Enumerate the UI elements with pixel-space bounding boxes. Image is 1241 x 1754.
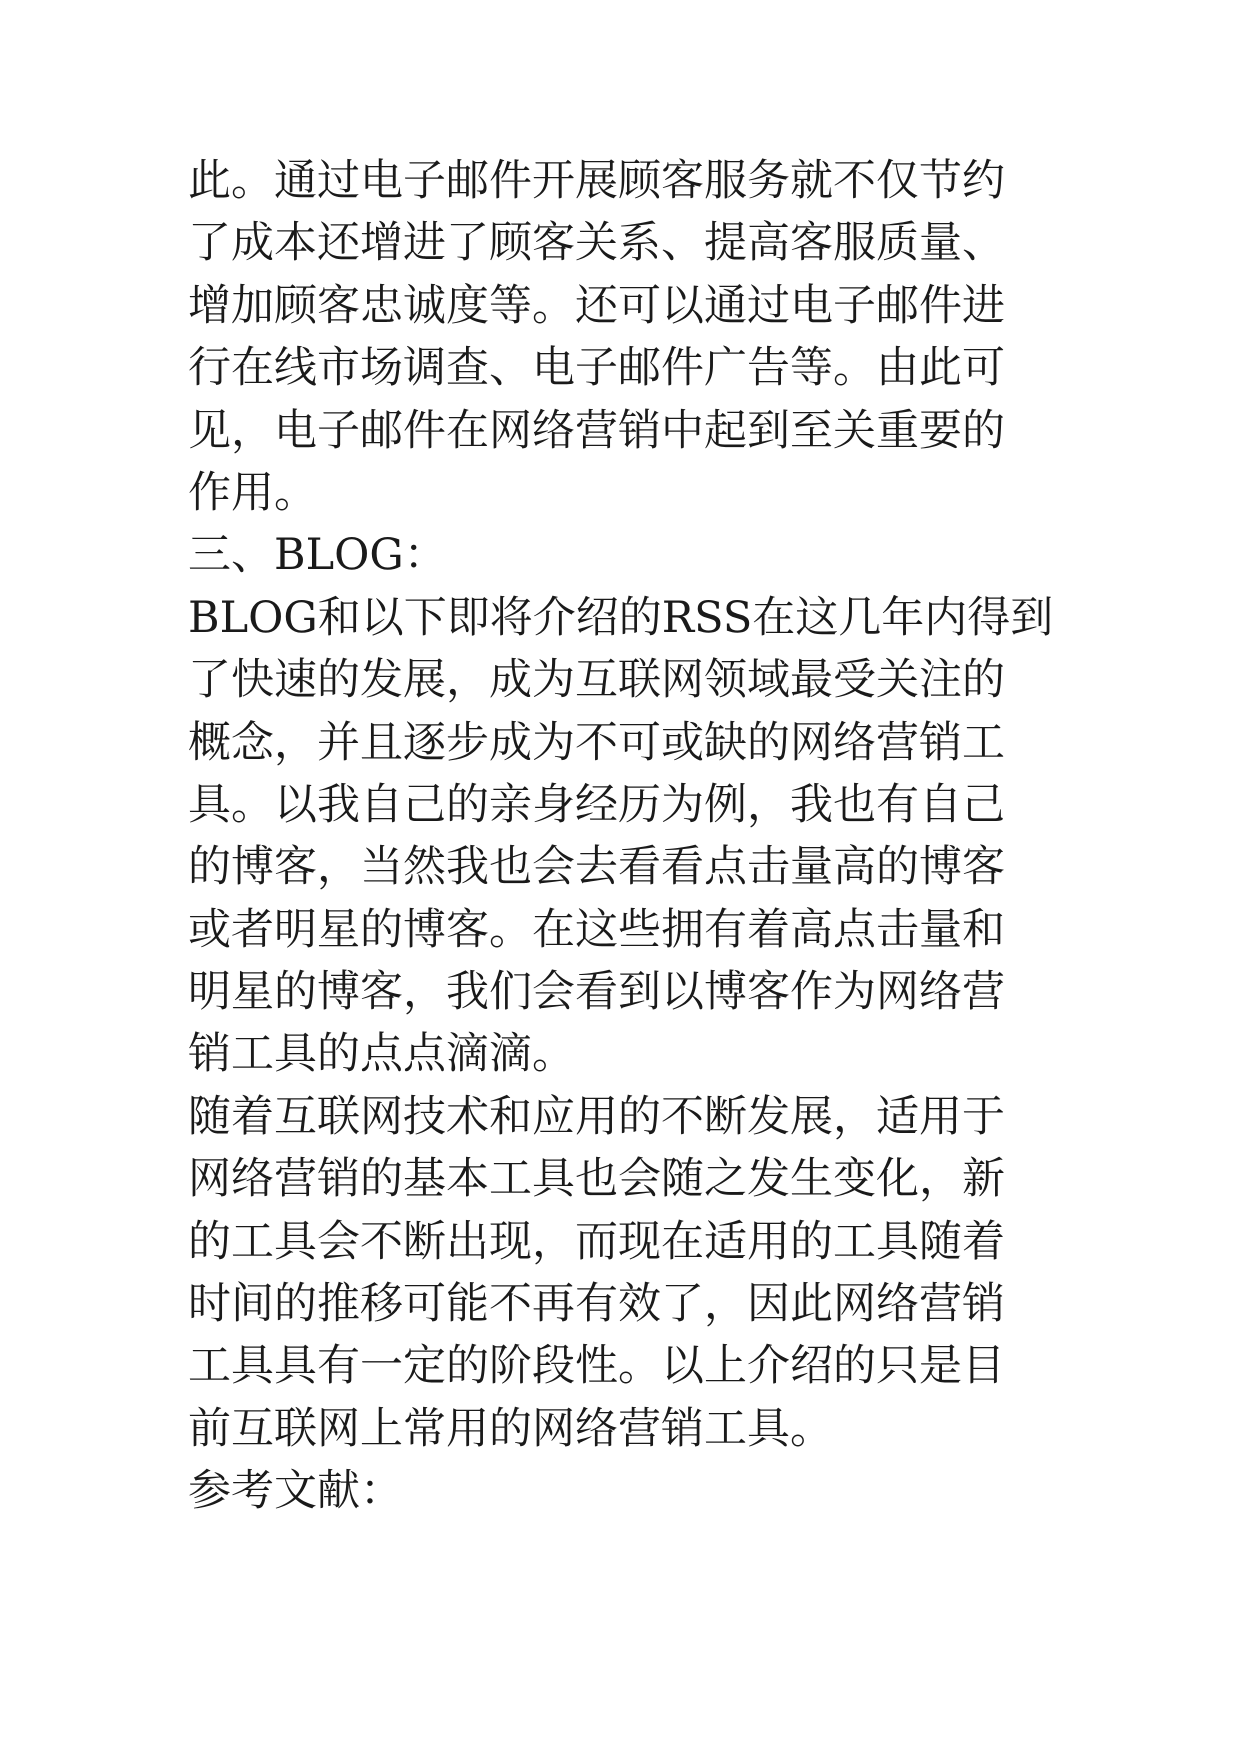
text-line: 行在线市场调查、电子邮件广告等。由此可 bbox=[188, 343, 1005, 394]
text-line: 了成本还增进了顾客关系、提高客服质量、 bbox=[188, 218, 1005, 269]
text-line: 随着互联网技术和应用的不断发展，适用于 bbox=[188, 1091, 1005, 1142]
document-page bbox=[188, 150, 1088, 1523]
references-heading: 参考文献： bbox=[188, 1466, 403, 1517]
text-line: BLOG和以下即将介绍的RSS在这几年内得到 bbox=[188, 592, 1054, 643]
text-line: 前互联网上常用的网络营销工具。 bbox=[188, 1403, 833, 1454]
text-line: 具。以我自己的亲身经历为例，我也有自己 bbox=[188, 779, 1005, 830]
text-line: 此。通过电子邮件开展顾客服务就不仅节约 bbox=[188, 156, 1005, 206]
text-line: 明星的博客，我们会看到以博客作为网络营 bbox=[188, 967, 1005, 1018]
text-line: 概念，并且逐步成为不可或缺的网络营销工 bbox=[188, 717, 1005, 768]
text-line: 销工具的点点滴滴。 bbox=[188, 1029, 575, 1080]
text-line: 的博客，当然我也会去看看点击量高的博客 bbox=[188, 842, 1005, 893]
text-line: 网络营销的基本工具也会随之发生变化，新 bbox=[188, 1154, 1005, 1205]
section-heading: 三、BLOG： bbox=[188, 530, 447, 581]
text-line: 增加顾客忠诚度等。还可以通过电子邮件进 bbox=[188, 280, 1005, 331]
text-line: 见，电子邮件在网络营销中起到至关重要的 bbox=[188, 405, 1005, 456]
text-line: 或者明星的博客。在这些拥有着高点击量和 bbox=[188, 904, 1005, 955]
text-line: 的工具会不断出现，而现在适用的工具随着 bbox=[188, 1216, 1005, 1267]
text-line: 工具具有一定的阶段性。以上介绍的只是目 bbox=[188, 1341, 1005, 1392]
text-line: 作用。 bbox=[188, 467, 317, 518]
text-line: 时间的推移可能不再有效了，因此网络营销 bbox=[188, 1279, 1005, 1330]
text-line: 了快速的发展，成为互联网领域最受关注的 bbox=[188, 655, 1005, 706]
